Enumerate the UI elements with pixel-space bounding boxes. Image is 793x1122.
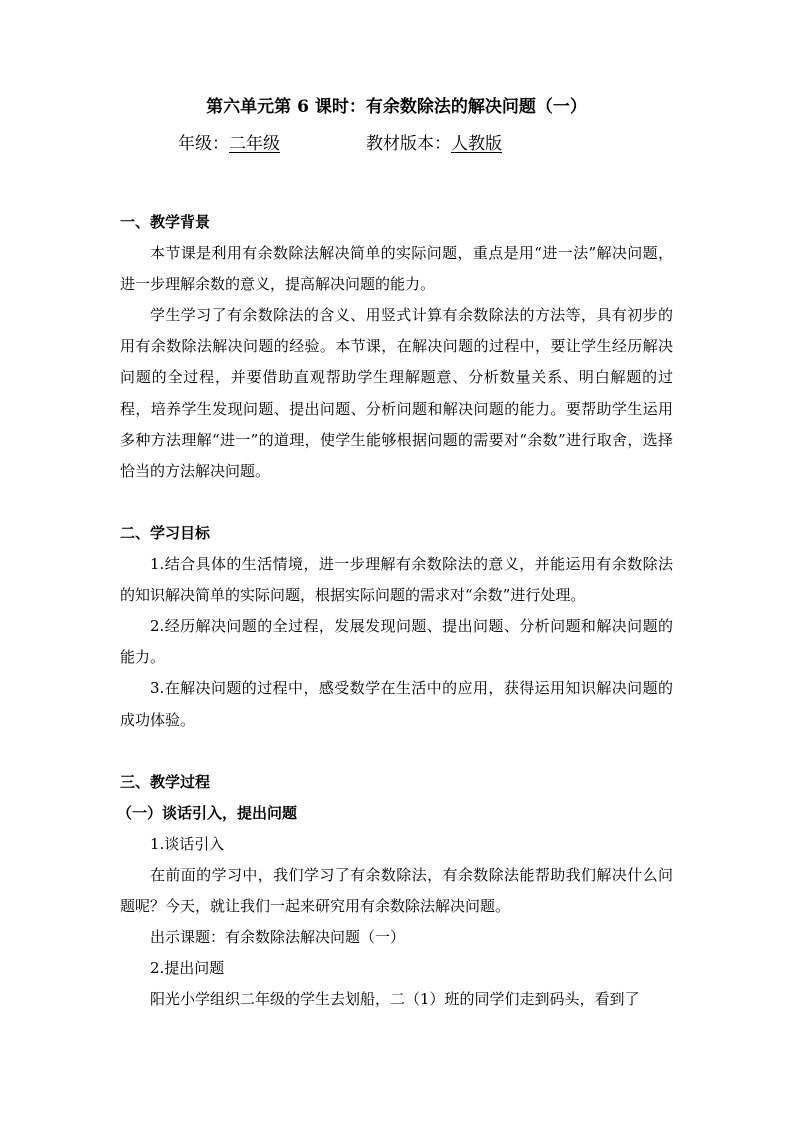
paragraph: 在前面的学习中，我们学习了有余数除法，有余数除法能帮助我们解决什么问题呢？今天，就让我们一起来研究用有余数除法解决问题。 — [120, 865, 673, 916]
paragraph: 学生学习了有余数除法的含义、用竖式计算有余数除法的方法等，具有初步的用有余数除法解决问题的经验。本节课，在解决问题的过程中，要让学生经历解决问题的全过程，并要借助直观帮助学生理解题意、分析数量关系、明白解题的过程，培养学生发现问题、提出问题、分析问题和解决问题的能力。要帮助学生运用多种方法理解“进一”的道理，使学生能够根据问题的需要对“余数”进行取舍，选择恰当的方法解决问题。 — [120, 306, 673, 480]
grade-label: 年级： — [178, 134, 229, 154]
paragraph: 阳光小学组织二年级的学生去划船，二（1）班的同学们走到码头，看到了 — [150, 990, 640, 1009]
goal-item: 2.经历解决问题的全过程，发展发现问题、提出问题、分析问题和解决问题的能力。 — [120, 617, 673, 667]
section-heading-process: 三、教学过程 — [120, 772, 211, 791]
goal-item: 1.结合具体的生活情境，进一步理解有余数除法的意义，并能运用有余数除法的知识解决简单的实际问题，根据实际问题的需求对“余数”进行处理。 — [120, 555, 673, 605]
subsection-heading: （一）谈话引入，提出问题 — [117, 803, 298, 822]
spacer — [120, 487, 673, 518]
section-heading-goals: 二、学习目标 — [120, 523, 211, 542]
edition-label: 教材版本： — [366, 134, 451, 154]
spacer — [120, 736, 673, 767]
grade-value: 二年级 — [229, 134, 280, 154]
step-label: 1.谈话引入 — [150, 834, 225, 853]
paragraph: 出示课题：有余数除法解决问题（一） — [150, 928, 406, 947]
goal-item: 3.在解决问题的过程中，感受数学在生活中的应用，获得运用知识解决问题的成功体验。 — [120, 679, 673, 729]
step-label: 2.提出问题 — [150, 959, 225, 978]
grade-info — [178, 132, 280, 156]
edition-value: 人教版 — [451, 134, 502, 154]
edition-info — [366, 132, 502, 156]
section-heading-background: 一、教学背景 — [120, 213, 211, 231]
page-title: 第六单元第 6 课时：有余数除法的解决问题（一） — [206, 97, 587, 117]
paragraph: 本节课是利用有余数除法解决简单的实际问题，重点是用“进一法”解决问题，进一步理解余数的意义，提高解决问题的能力。 — [120, 244, 673, 294]
document-body — [117, 207, 673, 1015]
